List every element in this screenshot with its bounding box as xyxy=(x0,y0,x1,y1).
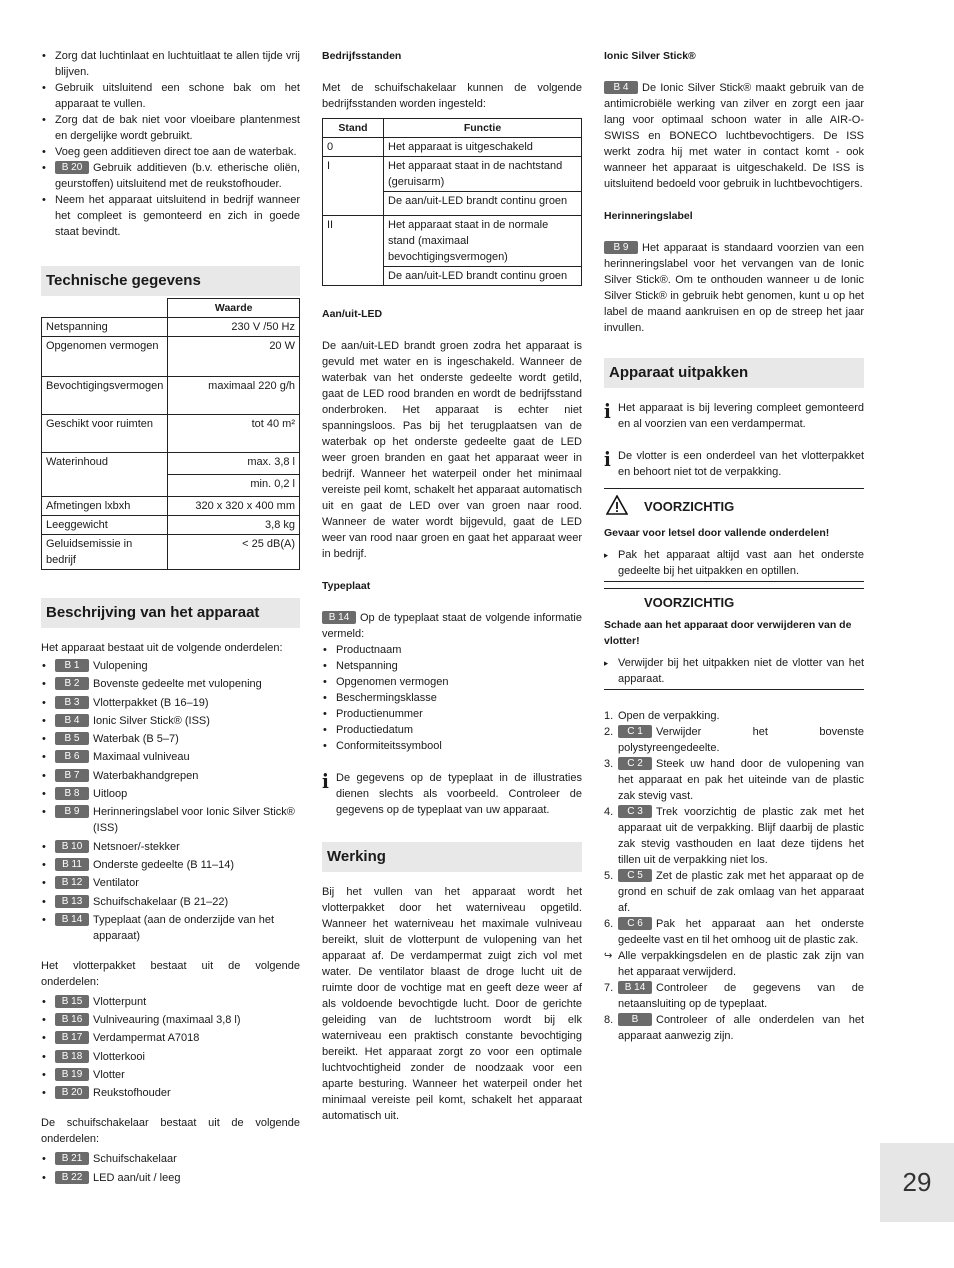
step-item: 8. B Controleer of alle onderdelen van het apparaat aanwezig zijn. xyxy=(604,1014,864,1042)
list-item: • B 3 Vlotterpakket (B 16–19) xyxy=(41,695,300,711)
intro-bullet-list xyxy=(41,48,300,240)
table-header: Functie xyxy=(384,119,582,138)
table-header: Waarde xyxy=(168,299,300,318)
list-item: • Productiedatum xyxy=(322,722,582,738)
table-row: Geschikt voor ruimten tot 40 m² xyxy=(42,415,300,453)
list-item: • B 14 Typeplaat (aan de onderzijde van het apparaat) xyxy=(41,912,300,944)
operating-modes-table xyxy=(322,118,582,286)
list-item: • B 18 Vlotterkooi xyxy=(41,1049,300,1065)
paragraph: De aan/uit-LED brandt groen zodra het apparaat is gevuld met water en is ingeschakeld. Wanneer de waterbak van het onderste gedeelte wordt getild, gaat de LED rood branden en wordt de bedrijfsstand onderbroken. Het apparaat is echter niet spanningsloos. Pas bij het terugplaatsen van de waterbak op het onderste gedeelte gaat de LED weer groen branden en gaat het apparaat weer in bedrijf. Wanneer het waterpeil onder het minimaal vereiste peil komt, schakelt het apparaat automatisch uit en gaat de LED over van groen naar rood. Wanneer de water wordt bijgevuld, gaat de LED weer van rood naar groen en gaat het apparaat weer in bedrijf. xyxy=(322,340,582,560)
table-row: De aan/uit-LED brandt continu groen xyxy=(323,267,582,286)
list-item: • B 17 Verdampermat A7018 xyxy=(41,1030,300,1046)
subheading-iss: Ionic Silver Stick® xyxy=(604,50,696,62)
switch-parts-list xyxy=(41,1151,300,1185)
caution-list xyxy=(604,547,864,579)
table-row: Afmetingen lxbxh 320 x 320 x 400 mm xyxy=(42,497,300,516)
table-row: Netspanning 230 V /50 Hz xyxy=(42,318,300,337)
list-item: • Conformiteitssymbool xyxy=(322,738,582,754)
column-middle xyxy=(322,48,582,1124)
list-item: • B 11 Onderste gedeelte (B 11–14) xyxy=(41,857,300,873)
float-parts-list xyxy=(41,994,300,1101)
list-item: • Voeg geen additieven direct toe aan de waterbak. xyxy=(41,144,300,160)
paragraph: Bij het vullen van het apparaat wordt het vlotterpakket door het waterniveau opgetild. Wanneer het waterniveau het maximale vulniveau bereikt, sluit de vlotterpunt de vulopening van het apparaat af. De verdampermat zuigt zich vol met water. De ventilator blaast de droge lucht uit de ruimte door de vochtige mat en geeft deze weer af als voldoende bevochtigde lucht. Door de gerichte geleiding van de luchtstroom wordt bij elk waterniveau een praktisch constante bevochtiging bereikt. Het apparaat zorgt zo voor een optimale luchtvochtigheid zonder de noodzaak voor een aparte besturing. Wanneer het waterpeil onder het minimaal vereiste peil komt, schakelt het apparaat automatisch uit. xyxy=(322,886,582,1122)
section-heading-unpacking: Apparaat uitpakken xyxy=(604,358,864,388)
list-item: • Beschermingsklasse xyxy=(322,690,582,706)
list-item: • B 5 Waterbak (B 5–7) xyxy=(41,731,300,747)
table-header: Stand xyxy=(323,119,384,138)
list-item: • B 4 Ionic Silver Stick® (ISS) xyxy=(41,713,300,729)
list-item: • B 19 Vlotter xyxy=(41,1067,300,1083)
caution-subtitle: Gevaar voor letsel door vallende onderdelen! xyxy=(604,527,830,539)
type-plate-list xyxy=(322,642,582,754)
figure-tag: B 9 xyxy=(604,241,638,254)
list-item: • Zorg dat de bak niet voor vloeibare plantenmest en dergelijke wordt gebruikt. xyxy=(41,112,300,144)
table-row: I Het apparaat staat in de nachtstand (geruisarm) xyxy=(323,157,582,192)
parts-list xyxy=(41,658,300,944)
step-item: 7. B 14 Controleer de gegevens van de netaansluiting op de typeplaat. xyxy=(604,982,864,1010)
subheading-operating-modes: Bedrijfsstanden xyxy=(322,50,402,62)
figure-tag: B 14 xyxy=(322,611,356,624)
list-item: • Netspanning xyxy=(322,658,582,674)
list-item: • B 21 Schuifschakelaar xyxy=(41,1151,300,1167)
subheading-led: Aan/uit-LED xyxy=(322,308,383,320)
table-row: Bevochtigingsvermogen maximaal 220 g/h xyxy=(42,377,300,415)
caution-list xyxy=(604,655,864,687)
table-row: Opgenomen vermogen 20 W xyxy=(42,337,300,377)
step-result: ↪ Alle verpakkingsdelen en de plastic zak zijn van het apparaat verwijderd. xyxy=(604,950,864,978)
result-arrow-icon: ↪ xyxy=(604,950,613,962)
step-item: 4. C 3 Trek voorzichtig de plastic zak met het apparaat uit de verpakking. Blijf daarbij de plastic zak stevig vasthouden en laat deze tijdens het tillen uit de verpakking niet los. xyxy=(604,806,864,866)
list-item: • B 6 Maximaal vulniveau xyxy=(41,749,300,765)
list-item: • Productnaam xyxy=(322,642,582,658)
info-note: i Het apparaat is bij levering compleet gemonteerd en al voorzien van een verdampermat. xyxy=(604,399,864,430)
list-item: • B 16 Vulniveauring (maximaal 3,8 l) xyxy=(41,1012,300,1028)
table-row: Geluidsemissie in bedrijf < 25 dB(A) xyxy=(42,535,300,570)
info-note: i De gegevens op de typeplaat in de illustraties dienen slechts als voorbeeld. Controleer de gegevens op de typeplaat van uw apparaat. xyxy=(322,769,582,816)
list-item: • B 1 Vulopening xyxy=(41,658,300,674)
caution-box xyxy=(604,488,864,582)
list-item: • B 20 Reukstofhouder xyxy=(41,1085,300,1101)
info-note: i De vlotter is een onderdeel van het vlotterpakket en behoort niet tot de verpakking. xyxy=(604,447,864,478)
warning-triangle-icon xyxy=(604,495,630,519)
list-item: • B 7 Waterbakhandgrepen xyxy=(41,768,300,784)
paragraph: Met de schuifschakelaar kunnen de volgende bedrijfsstanden worden ingesteld: xyxy=(322,82,582,110)
step-item: 2. C 1 Verwijder het bovenste polystyreengedeelte. xyxy=(604,726,864,754)
table-row: De aan/uit-LED brandt continu groen xyxy=(323,192,582,216)
caution-title: VOORZICHTIG xyxy=(644,499,735,514)
section-heading-technical-data: Technische gegevens xyxy=(41,266,300,296)
column-left xyxy=(41,48,300,1188)
step-item: 1. Open de verpakking. xyxy=(604,710,720,722)
table-row: min. 0,2 l xyxy=(42,475,300,497)
subheading-type-plate: Typeplaat xyxy=(322,580,371,592)
table-row: Waterinhoud max. 3,8 l xyxy=(42,453,300,475)
paragraph: B 14 Op de typeplaat staat de volgende informatie vermeld: xyxy=(322,612,582,640)
step-item: 5. C 5 Zet de plastic zak met het apparaat op de grond en schuif de zak omlaag van het apparaat af. xyxy=(604,870,864,914)
list-item: • B 8 Uitloop xyxy=(41,786,300,802)
list-item: • B 9 Herinneringslabel voor Ionic Silver Stick® (ISS) xyxy=(41,804,300,836)
paragraph: Het vlotterpakket bestaat uit de volgende onderdelen: xyxy=(41,959,300,988)
table-row: 0 Het apparaat is uitgeschakeld xyxy=(323,138,582,157)
caution-box xyxy=(604,588,864,690)
list-item: • B 10 Netsnoer/-stekker xyxy=(41,839,300,855)
list-item: • B 20 Gebruik additieven (b.v. etherische oliën, geurstoffen) uitsluitend met de reukstofhouder. xyxy=(41,160,300,192)
list-item: • Neem het apparaat uitsluitend in bedrijf wanneer het compleet is gemonteerd en zich in goede staat bevindt. xyxy=(41,192,300,240)
table-row: II Het apparaat staat in de normale stand (maximaal bevochtigingsvermogen) xyxy=(323,216,582,267)
paragraph: B 9 Het apparaat is standaard voorzien van een herinneringslabel voor het vervangen van de Ionic Silver Stick®. Om te onthouden wanneer u de Ionic Silver Stick® in gebruik hebt genomen, kunt u op het label de maand aankruisen en op de streep het jaar invullen. xyxy=(604,242,864,334)
column-right xyxy=(604,48,864,1044)
step-item: 6. C 6 Pak het apparaat aan het onderste gedeelte vast en til het omhoog uit de plastic zak. xyxy=(604,918,864,946)
list-item: ▸ Verwijder bij het uitpakken niet de vlotter van het apparaat. xyxy=(604,655,864,687)
page-number: 29 xyxy=(880,1143,954,1222)
paragraph: De schuifschakelaar bestaat uit de volgende onderdelen: xyxy=(41,1117,300,1146)
section-heading-operation: Werking xyxy=(322,842,582,872)
figure-tag: B 20 xyxy=(55,161,89,174)
paragraph: Het apparaat bestaat uit de volgende onderdelen: xyxy=(41,642,283,654)
list-item: • Gebruik uitsluitend een schone bak om het apparaat te vullen. xyxy=(41,80,300,112)
list-item: • Zorg dat luchtinlaat en luchtuitlaat te allen tijde vrij blijven. xyxy=(41,48,300,80)
list-item: • B 22 LED aan/uit / leeg xyxy=(41,1170,300,1186)
list-item: • B 2 Bovenste gedeelte met vulopening xyxy=(41,676,300,692)
subheading-reminder-label: Herinneringslabel xyxy=(604,210,693,222)
info-icon: i xyxy=(604,447,611,471)
caution-subtitle: Schade aan het apparaat door verwijderen van de vlotter! xyxy=(604,619,852,647)
list-item: • Productienummer xyxy=(322,706,582,722)
info-icon: i xyxy=(604,399,611,423)
list-item: • B 12 Ventilator xyxy=(41,875,300,891)
figure-tag: B 4 xyxy=(604,81,638,94)
unpacking-steps xyxy=(604,708,864,1044)
list-item: • B 13 Schuifschakelaar (B 21–22) xyxy=(41,894,300,910)
table-row: Leeggewicht 3,8 kg xyxy=(42,516,300,535)
list-item: • Opgenomen vermogen xyxy=(322,674,582,690)
technical-data-table xyxy=(41,298,300,570)
info-icon: i xyxy=(322,769,329,793)
step-item: 3. C 2 Steek uw hand door de vulopening van het apparaat en pak het uiteinde van de plastic zak stevig vast. xyxy=(604,758,864,802)
paragraph: B 4 De Ionic Silver Stick® maakt gebruik van de antimicrobiële werking van zilver en zorgt een jaar lang voor optimaal schoon water in alle AIR-O-SWISS en BONECO luchtbevochtigers. De ISS werkt zodra hij met water in contact komt - ook wanneer het apparaat is uitgeschakeld. De ISS is uitsluitend bedoeld voor gebruik in luchtbevochtigers. xyxy=(604,82,864,190)
list-item: ▸ Pak het apparaat altijd vast aan het onderste gedeelte bij het uitpakken en optillen. xyxy=(604,547,864,579)
caution-title: VOORZICHTIG xyxy=(644,595,735,610)
list-item: • B 15 Vlotterpunt xyxy=(41,994,300,1010)
section-heading-description: Beschrijving van het apparaat xyxy=(41,598,300,628)
